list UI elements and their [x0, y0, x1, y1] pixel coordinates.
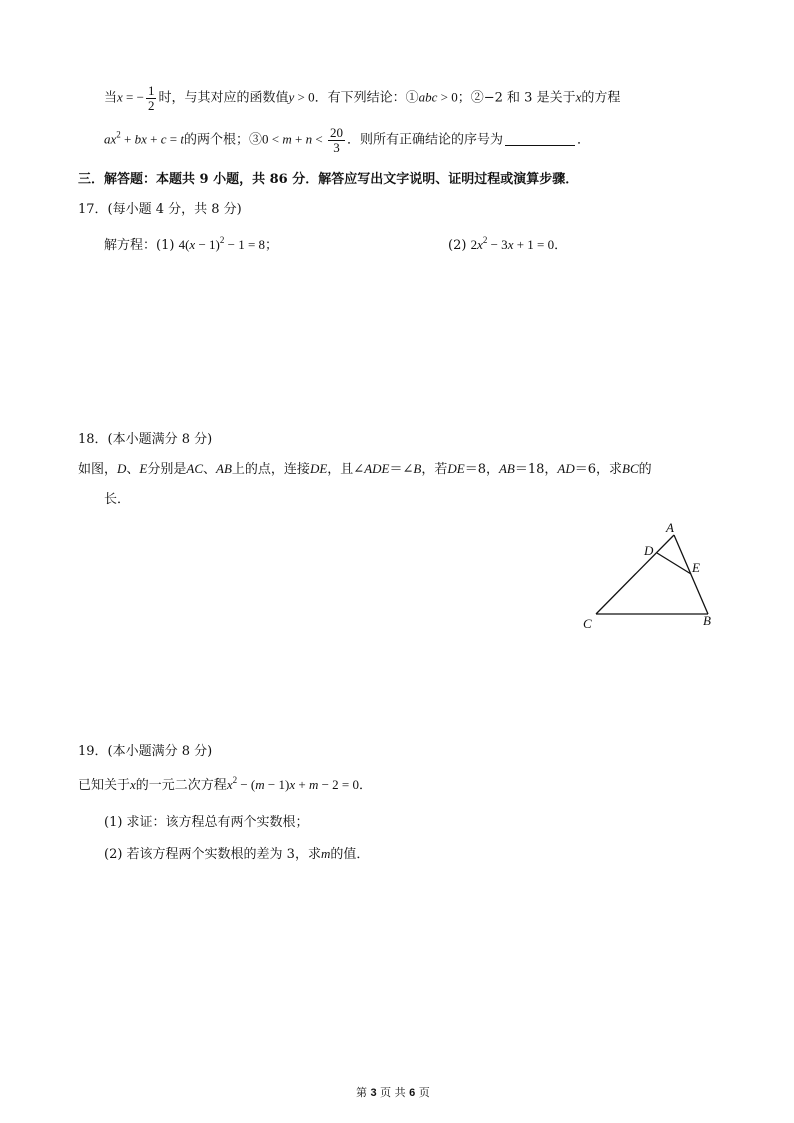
- text: (2) 若该方程两个实数根的差为 3，求: [104, 847, 321, 862]
- q17-equations-line: [104, 234, 278, 253]
- page-total: 6: [409, 1087, 416, 1099]
- label-C: C: [583, 616, 592, 631]
- math-op: +: [120, 131, 135, 147]
- label-E: E: [692, 560, 700, 575]
- math-op: <: [312, 131, 326, 147]
- math-var: AB: [498, 461, 515, 476]
- math: 4(: [178, 237, 190, 252]
- math-var: AC: [186, 461, 204, 476]
- text: 当: [104, 90, 118, 106]
- q19-header: 19．(本小题满分 8 分): [78, 744, 213, 759]
- text: ；②−2 和 3 是关于: [457, 90, 576, 106]
- math-var: n: [305, 131, 313, 147]
- text: ＝8，: [464, 462, 499, 477]
- math-var: ADE: [364, 461, 390, 476]
- text: (2): [448, 238, 467, 253]
- fraction-one-half: [146, 84, 157, 112]
- math-var: x: [575, 89, 582, 105]
- exponent: 2: [232, 775, 238, 785]
- q16-line-2: [104, 126, 590, 154]
- math-var: AD: [557, 461, 575, 476]
- label-D: D: [644, 543, 654, 558]
- text: 解方程：(1): [104, 238, 175, 253]
- text: 如图，: [78, 462, 118, 477]
- exponent: 2: [219, 235, 225, 245]
- text: 的方程: [581, 90, 621, 106]
- math-var: y: [288, 89, 295, 105]
- math: − (: [237, 777, 256, 792]
- math-var: x: [189, 237, 196, 252]
- math: − 3: [487, 237, 508, 252]
- math-var: abc: [418, 89, 438, 105]
- math-var: x: [289, 777, 296, 792]
- q17-header: 17．(每小题 4 分，共 8 分): [78, 202, 242, 217]
- math-var: t: [180, 131, 184, 147]
- math-var: c: [160, 131, 167, 147]
- text: 分别是: [147, 462, 187, 477]
- math-var: m: [308, 777, 319, 792]
- side-AB: [674, 535, 708, 614]
- text: 的: [638, 462, 652, 477]
- math-var: m: [282, 131, 292, 147]
- frac-num: 1: [147, 83, 155, 98]
- math-var: m: [320, 846, 331, 861]
- text: 的一元二次方程: [135, 778, 227, 793]
- text: 上的点，连接: [231, 462, 310, 477]
- math-var: B: [413, 461, 422, 476]
- text: 第: [356, 1086, 367, 1099]
- math-var: ax: [104, 131, 117, 147]
- math: 2: [470, 237, 478, 252]
- math: − 1 = 8: [224, 237, 266, 252]
- page-footer: [356, 1084, 430, 1100]
- label-A: A: [666, 520, 674, 535]
- text: ；: [265, 238, 279, 253]
- text: ＝18，: [514, 462, 558, 477]
- label-B: B: [703, 613, 711, 628]
- text: 页: [418, 1086, 430, 1099]
- fraction-twenty-thirds: [328, 126, 345, 154]
- side-AC: [596, 535, 674, 614]
- answer-blank[interactable]: [505, 133, 575, 146]
- section-3-heading: 三．解答题：本题共 9 小题，共 86 分．解答应写出文字说明、证明过程或演算步骤．: [78, 172, 579, 187]
- text: 已知关于: [78, 778, 131, 793]
- frac-den: 3: [333, 139, 340, 155]
- frac-num: 20: [329, 125, 343, 140]
- text: ，若: [421, 462, 448, 477]
- text: ．: [554, 238, 568, 253]
- q16-line-1: [104, 84, 620, 112]
- math-op: +: [146, 131, 161, 147]
- text: 、: [126, 462, 140, 477]
- triangle-figure: [578, 518, 728, 633]
- math-op: +: [291, 131, 306, 147]
- q19-text: [78, 774, 372, 793]
- math-var: x: [507, 237, 514, 252]
- math-var: x: [477, 237, 483, 252]
- frac-den: 2: [147, 97, 155, 113]
- text: ．有下列结论：①: [314, 90, 419, 106]
- math-op: 0 <: [262, 131, 283, 147]
- q18-text-line-1: [78, 458, 652, 477]
- text: 的值．: [330, 847, 370, 862]
- q18-header: 18．(本小题满分 8 分): [78, 432, 213, 447]
- math: +: [295, 777, 309, 792]
- q19-part-1: (1) 求证：该方程总有两个实数根；: [104, 815, 309, 830]
- text: ．: [359, 778, 373, 793]
- text: ，且∠: [327, 462, 365, 477]
- text: ．: [576, 132, 590, 148]
- math: + 1 = 0: [513, 237, 555, 252]
- math-var: D: [117, 461, 127, 476]
- exponent: 2: [116, 129, 121, 140]
- page-number: 3: [370, 1087, 377, 1099]
- math-var: x: [130, 777, 136, 792]
- math: − 2 = 0: [318, 777, 360, 792]
- math: − 1): [195, 237, 220, 252]
- text: ．则所有正确结论的序号为: [346, 132, 503, 148]
- math-op: > 0: [294, 89, 315, 105]
- math-var: DE: [447, 461, 465, 476]
- text: 时，与其对应的函数值: [158, 90, 289, 106]
- exponent: 2: [482, 235, 488, 245]
- math-var: E: [139, 461, 148, 476]
- text: 的两个根；③: [184, 132, 263, 148]
- q18-text-line-2: 长．: [104, 492, 131, 507]
- math-op: = −: [122, 89, 144, 105]
- math-var: m: [255, 777, 265, 792]
- text: ＝6，求: [574, 462, 623, 477]
- text: ＝∠: [389, 462, 414, 477]
- math-var: x: [117, 89, 123, 105]
- math-op: =: [166, 131, 181, 147]
- math-var: DE: [309, 461, 328, 476]
- math-var: bx: [134, 131, 147, 147]
- q17-part-2: [448, 234, 567, 253]
- math-var: BC: [622, 461, 639, 476]
- math-var: x: [226, 777, 233, 792]
- q19-part-2: [104, 843, 369, 862]
- text: 页 共: [380, 1086, 406, 1099]
- math: − 1): [264, 777, 290, 792]
- math-op: > 0: [437, 89, 458, 105]
- text: 、: [203, 462, 217, 477]
- math-var: AB: [216, 461, 232, 476]
